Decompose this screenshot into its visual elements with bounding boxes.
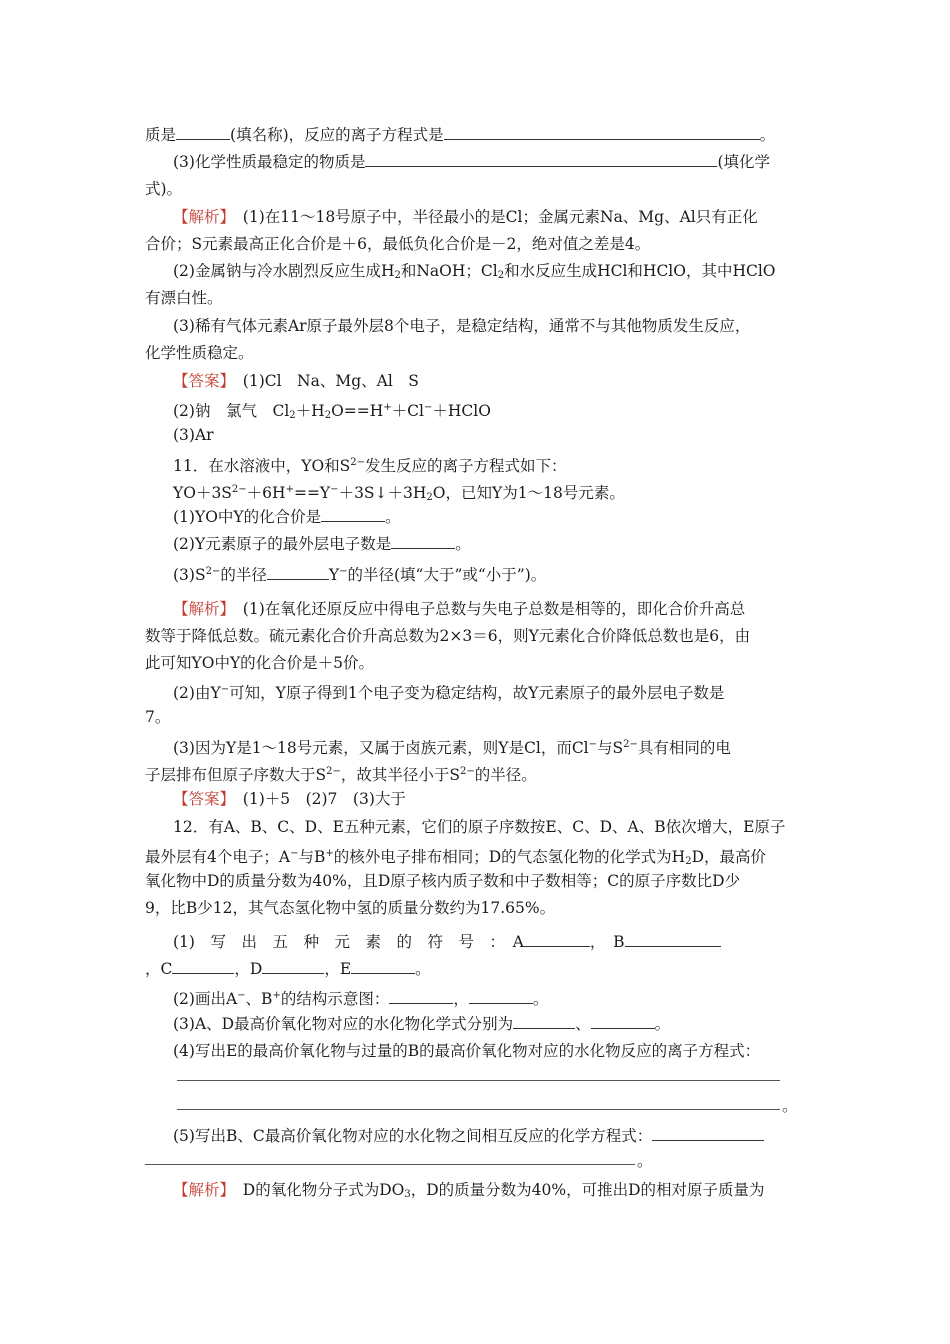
- answer-line: 【答案】 (1)＋5 (2)7 (3)大于: [173, 790, 406, 808]
- text-line: (1) 写 出 五 种 元 素 的 符 号 ： A ， B: [173, 929, 838, 955]
- text-line: ，C ，D ，E 。: [145, 956, 810, 982]
- answer-rule: [177, 1109, 780, 1110]
- fill-blank: [391, 532, 455, 549]
- text-line: (3)稀有气体元素Ar原子最外层8个电子，是稳定结构，通常不与其他物质发生反应，: [173, 317, 751, 335]
- text-line: 。: [637, 1152, 653, 1170]
- text-line: 合价；S元素最高正化合价是＋6，最低负化合价是－2，绝对值之差是4。: [145, 235, 651, 253]
- analysis-tag: 【解析】: [173, 208, 228, 226]
- question-11: 11．在水溶液中，YO和$S^{2-}$发生反应的离子方程式如下：: [173, 457, 567, 475]
- fill-blank: [444, 123, 760, 140]
- fill-blank: [652, 1124, 764, 1141]
- text-line: 式)。: [145, 180, 183, 198]
- analysis-tag: 【解析】: [173, 600, 228, 618]
- fill-blank: [267, 563, 329, 580]
- fill-blank: [365, 150, 717, 167]
- text-line: 氧化物中D的质量分数为40%，且D原子核内质子数和中子数相等；C的原子序数比D少: [145, 872, 741, 890]
- equation-line: $YO+3S^{2-}+6H^+==Y^-+3S↓+3H_2O$，已知Y为1～18号元素。: [173, 484, 625, 503]
- fill-blank: [351, 957, 415, 974]
- text-line: 。: [782, 1097, 798, 1115]
- fill-blank: [262, 957, 324, 974]
- answer-rule: [177, 1080, 780, 1081]
- text-line: (2)由Y−可知，Y原子得到1个电子变为稳定结构，故Y元素原子的最外层电子数是: [173, 684, 725, 702]
- analysis-line: 【解析】 (1)在氧化还原反应中得电子总数与失电子总数是相等的，即化合价升高总: [173, 600, 746, 618]
- fill-blank: [625, 930, 721, 947]
- fill-blank: [389, 987, 453, 1004]
- text-line: (5)写出B、C最高价氧化物对应的水化物之间相互反应的化学方程式：: [173, 1123, 838, 1149]
- fill-blank: [176, 123, 230, 140]
- text-line: (4)写出E的最高价氧化物与过量的B的最高价氧化物对应的水化物反应的离子方程式：: [173, 1042, 761, 1060]
- text-line: 数等于降低总数。硫元素化合价升高总数为2×3＝6，则Y元素化合价降低总数也是6，由: [145, 627, 751, 645]
- text-line: (2)金属钠与冷水剧烈反应生成$H_2$和NaOH；$Cl_2$和水反应生成HCl和HClO，其中HClO: [173, 262, 776, 281]
- fill-blank: [172, 957, 234, 974]
- text-line: (1)YO中Y的化合价是 。: [173, 504, 838, 530]
- text-line: (3)因为Y是1～18号元素，又属于卤族元素，则Y是Cl，而Cl−与$S^{2-}$具有相同的电: [173, 739, 731, 757]
- text-line: (3)A、D最高价氧化物对应的水化物化学式分别为 、 。: [173, 1011, 838, 1037]
- fill-blank: [321, 505, 385, 522]
- answer-tag: 【答案】: [173, 372, 228, 390]
- text-line: 最外层有4个电子；A−与B+的核外电子排布相同；D的气态氢化物的化学式为$H_2D$，最高价: [145, 848, 766, 867]
- text-line: (3)化学性质最稳定的物质是 (填化学: [173, 149, 838, 175]
- text-line: (2)Y元素原子的最外层电子数是 。: [173, 531, 838, 557]
- fill-blank: [513, 1012, 575, 1029]
- answer-line: 【答案】 (1)Cl Na、Mg、Al S: [173, 372, 419, 390]
- question-12: 12．有A、B、C、D、E五种元素，它们的原子序数按E、C、D、A、B依次增大，E原子: [173, 818, 786, 836]
- answer-tag: 【答案】: [173, 790, 228, 808]
- analysis-tag: 【解析】: [173, 1181, 228, 1199]
- text-line: 有漂白性。: [145, 289, 223, 307]
- answer-rule: [145, 1164, 635, 1165]
- text-line: $(3)S^{2-}$的半径 Y−的半径(填“大于”或“小于”)。: [173, 559, 838, 588]
- text-line: 9，比B少12，其气态氢化物中氢的质量分数约为17.65%。: [145, 899, 556, 917]
- analysis-line: 【解析】 D的氧化物分子式为$DO_3$，D的质量分数为40%，可推出D的相对原子质量为: [173, 1181, 765, 1200]
- fill-blank: [469, 987, 533, 1004]
- text-line: 子层排布但原子序数大于$S^{2-}$，故其半径小于$S^{2-}$的半径。: [145, 766, 537, 784]
- fill-blank: [591, 1012, 655, 1029]
- text-line: (2)画出A−、B+的结构示意图： ， 。: [173, 983, 838, 1012]
- text-line: 化学性质稳定。: [145, 344, 254, 362]
- analysis-line: 【解析】 (1)在11～18号原子中，半径最小的是Cl；金属元素Na、Mg、Al只有正化: [173, 208, 758, 226]
- text-line: 此可知YO中Y的化合价是＋5价。: [145, 654, 375, 672]
- text-line: 质是 (填名称)，反应的离子方程式是 。: [145, 122, 810, 148]
- text-line: (3)Ar: [173, 426, 214, 444]
- text-line: 7。: [145, 708, 171, 726]
- fill-blank: [524, 930, 590, 947]
- text-line: (2)钠 氯气 $Cl_2+H_2O==H^++Cl^-+HClO$: [173, 402, 491, 421]
